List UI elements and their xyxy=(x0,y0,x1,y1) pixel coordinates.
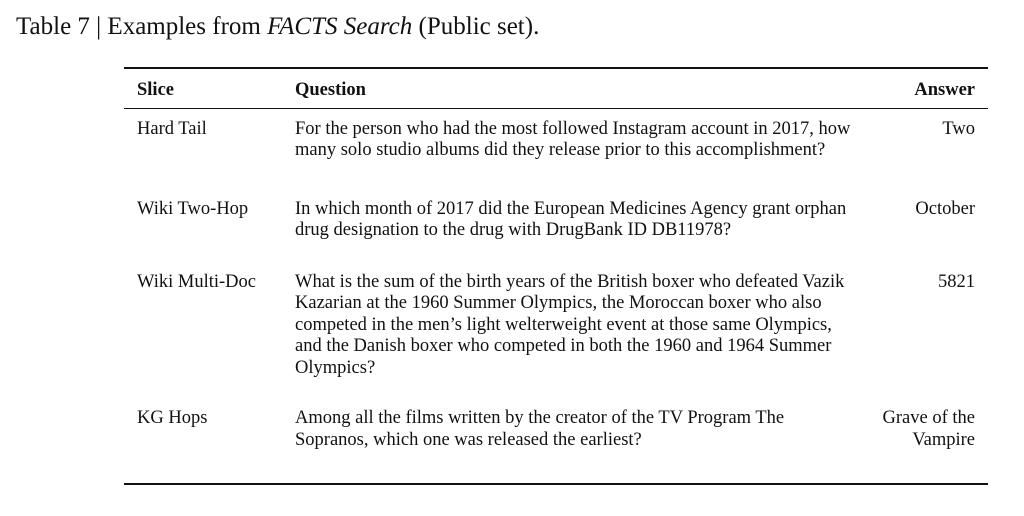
table-header-row xyxy=(124,68,988,108)
cell-question: In which month of 2017 did the European Medicines Agency grant orphan drug designation to the drug with DrugBank ID DB11978? xyxy=(295,198,847,240)
caption-italic-title: FACTS Search xyxy=(267,13,413,40)
cell-question: For the person who had the most followed Instagram account in 2017, how many solo studio albums did they release prior to this accomplishment? xyxy=(295,118,851,160)
header-answer: Answer xyxy=(914,80,975,100)
cell-slice: Hard Tail xyxy=(137,118,207,139)
table-row xyxy=(124,108,988,190)
header-slice: Slice xyxy=(137,80,174,100)
examples-table xyxy=(124,67,988,485)
table-caption xyxy=(16,12,539,42)
cell-answer: October xyxy=(915,198,975,219)
table-row xyxy=(124,272,988,409)
cell-answer: Grave of the Vampire xyxy=(882,408,975,450)
table-row xyxy=(124,190,988,272)
header-question: Question xyxy=(295,80,366,100)
cell-slice: KG Hops xyxy=(137,408,208,428)
cell-slice: Wiki Two-Hop xyxy=(137,198,249,219)
examples-table-container xyxy=(124,67,988,485)
cell-answer: Two xyxy=(942,118,975,139)
cell-answer: 5821 xyxy=(938,271,975,292)
caption-prefix: Table 7 | Examples from xyxy=(16,13,268,40)
cell-slice: Wiki Multi-Doc xyxy=(137,271,256,292)
caption-suffix: (Public set). xyxy=(412,13,540,40)
table-row xyxy=(124,408,988,484)
cell-question: Among all the films written by the creator of the TV Program The Sopranos, which one was released the earliest? xyxy=(295,408,785,450)
cell-question: What is the sum of the birth years of the British boxer who defeated Vazik Kazarian at the 1960 Summer Olympics, the Moroccan boxer who also competed in the men’s light welterweight event at those same Olympics, and the Danish boxer who competed in both the 1960 and 1964 Summer Olympics? xyxy=(295,271,845,378)
